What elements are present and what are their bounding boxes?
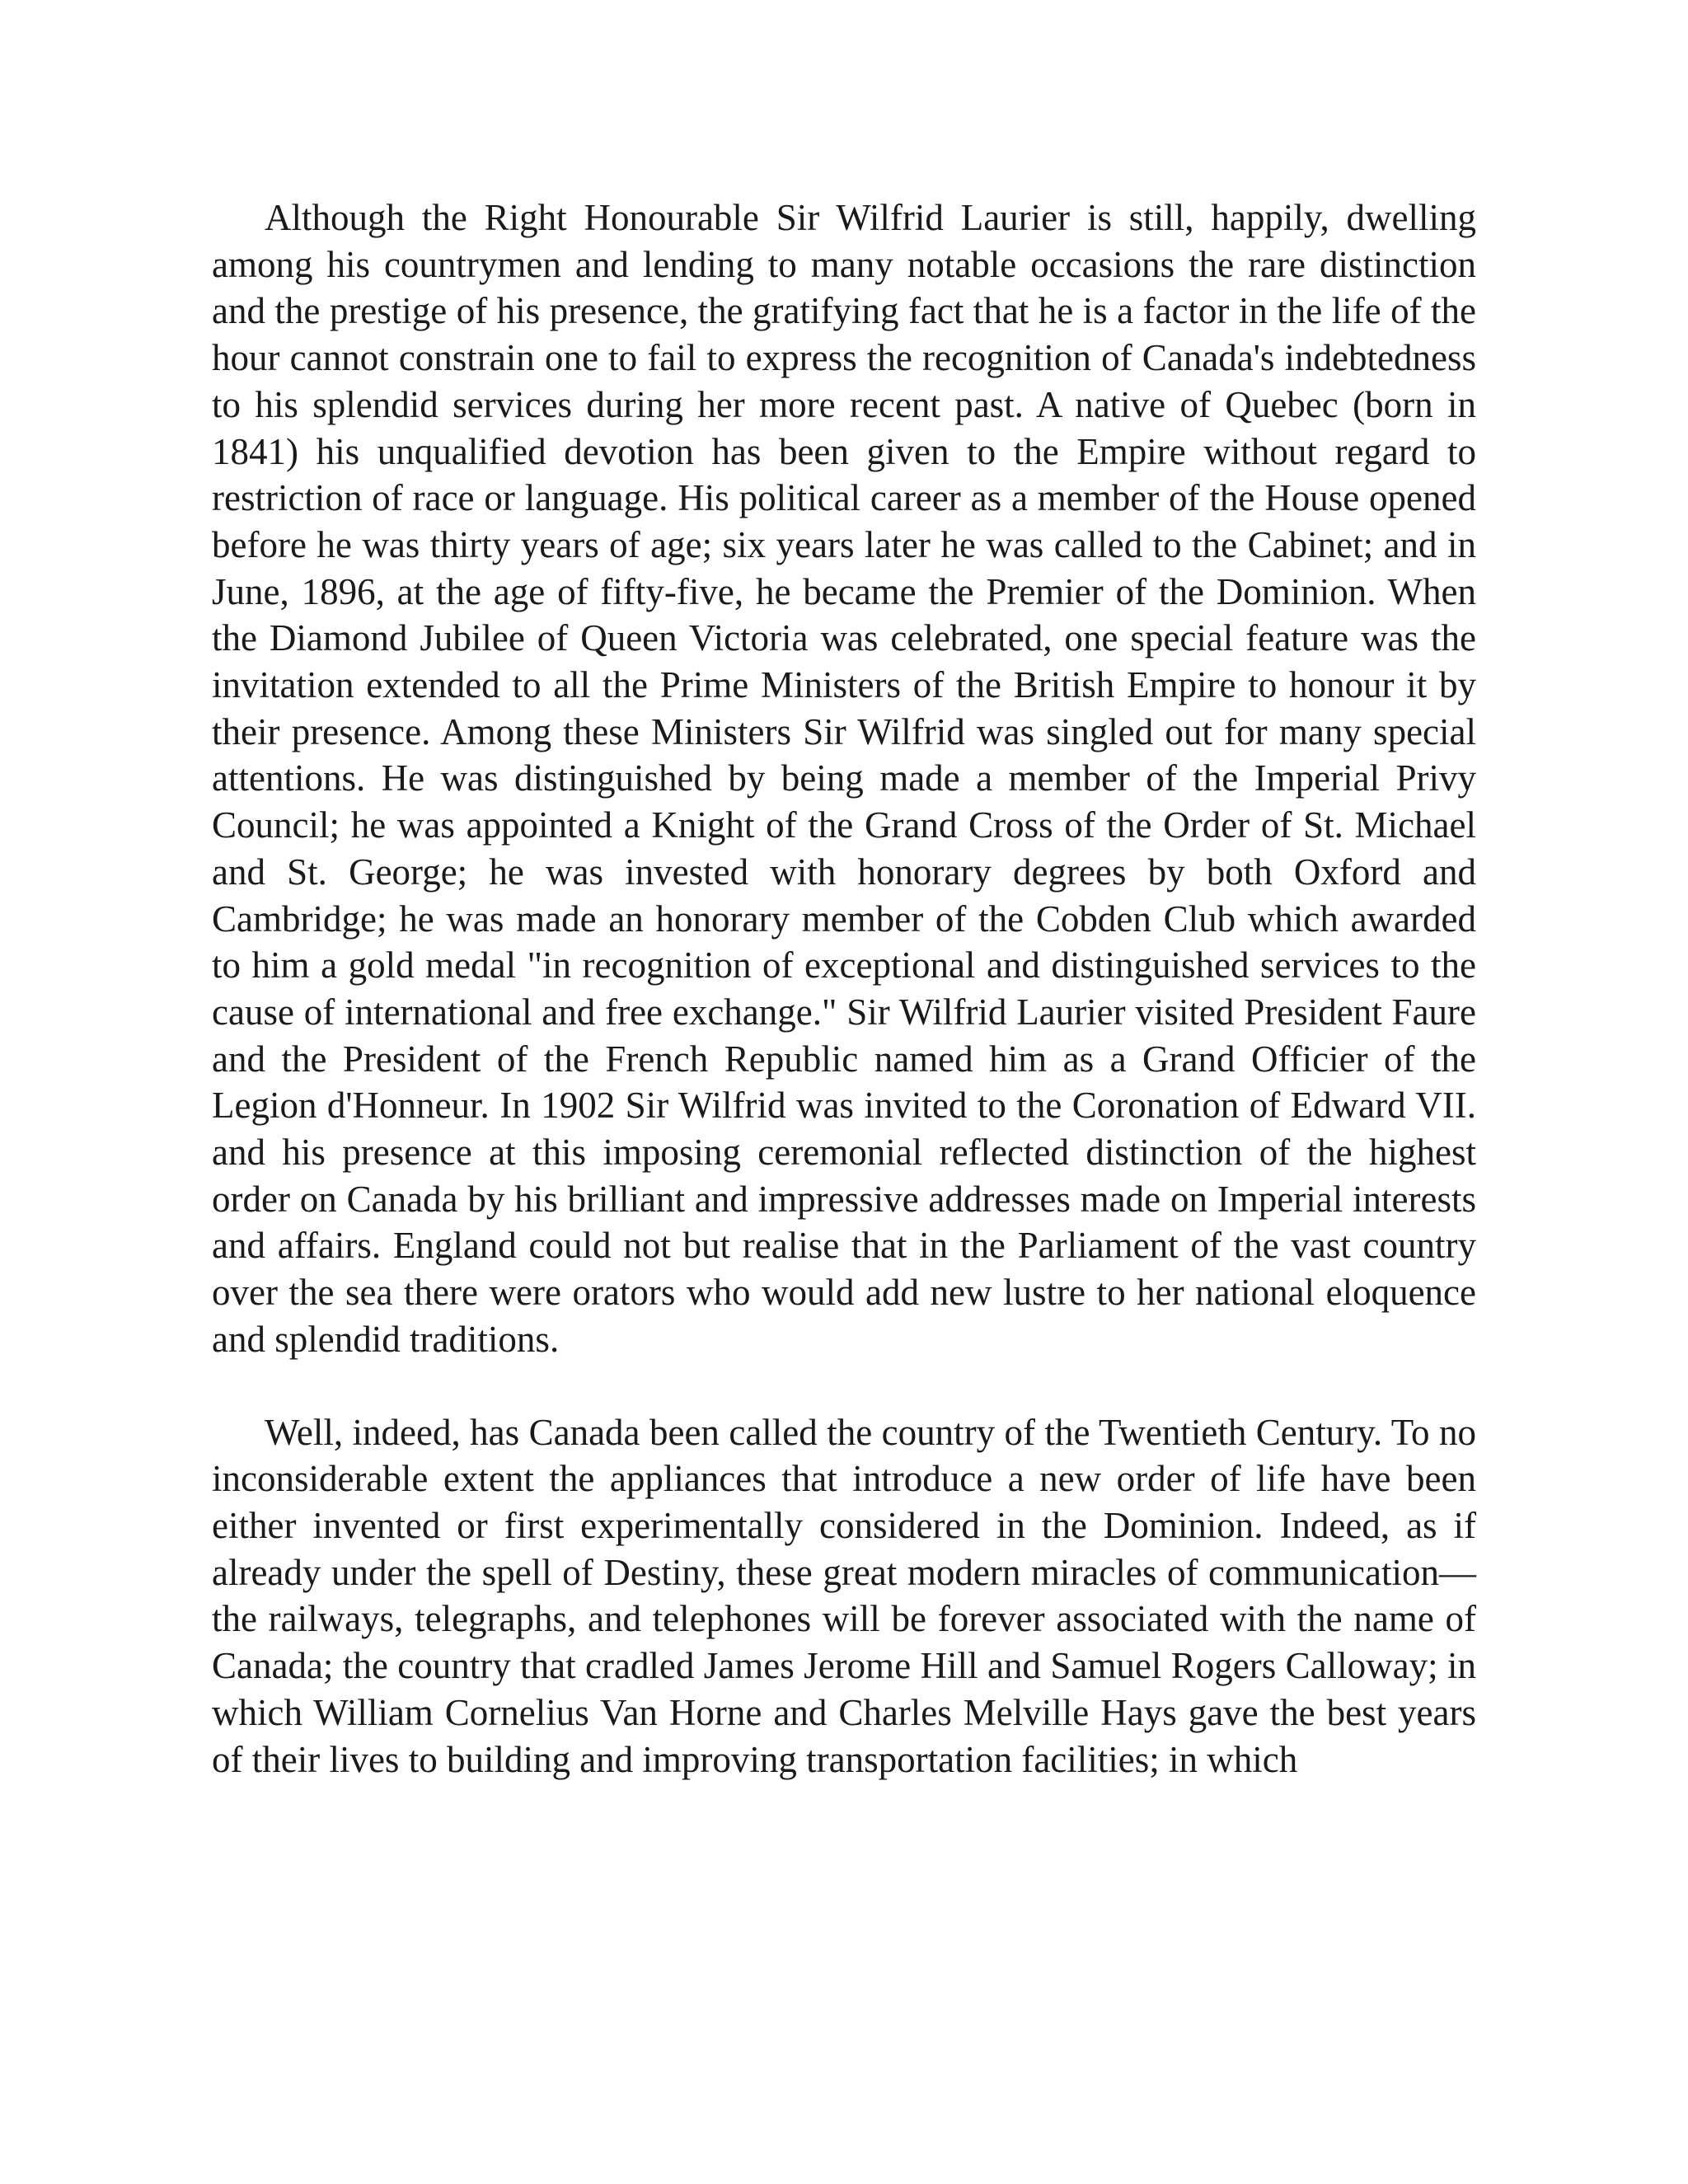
document-page <box>212 194 1476 1783</box>
paragraph-laurier: Although the Right Honourable Sir Wilfrid Laurier is still, happily, dwelling among his countrymen and lending to many notable occasions the rare distinction and the prestige of his presence, the gratifying fact that he is a factor in the life of the hour cannot constrain one to fail to express the recognition of Canada's indebtedness to his splendid services during her more recent past. A native of Quebec (born in 1841) his unqualified devotion has been given to the Empire without regard to restriction of race or language. His political career as a member of the House opened before he was thirty years of age; six years later he was called to the Cabinet; and in June, 1896, at the age of fifty-five, he became the Premier of the Dominion. When the Diamond Jubilee of Queen Victoria was celebrated, one special feature was the invitation extended to all the Prime Ministers of the British Empire to honour it by their presence. Among these Ministers Sir Wilfrid was singled out for many special attentions. He was distinguished by being made a member of the Imperial Privy Council; he was appointed a Knight of the Grand Cross of the Order of St. Michael and St. George; he was invested with honorary degrees by both Oxford and Cambridge; he was made an honorary member of the Cobden Club which awarded to him a gold medal "in recognition of exceptional and distinguished services to the cause of international and free exchange." Sir Wilfrid Laurier visited President Faure and the President of the French Republic named him as a Grand Officier of the Legion d'Honneur. In 1902 Sir Wilfrid was invited to the Coronation of Edward VII. and his presence at this imposing ceremonial reflected distinction of the highest order on Canada by his brilliant and impressive addresses made on Imperial interests and affairs. England could not but realise that in the Parliament of the vast country over the sea there were orators who would add new lustre to her national eloquence and splendid traditions. <box>212 197 1476 1360</box>
paragraph-twentieth-century: Well, indeed, has Canada been called the country of the Twentieth Century. To no inconsiderable extent the appliances that introduce a new order of life have been either invented or first experimentally considered in the Dominion. Indeed, as if already under the spell of Destiny, these great modern miracles of communication—the railways, telegraphs, and telephones will be forever associated with the name of Canada; the country that cradled James Jerome Hill and Samuel Rogers Calloway; in which William Cornelius Van Horne and Charles Melville Hays gave the best years of their lives to building and improving transportation facilities; in which <box>212 1411 1476 1780</box>
